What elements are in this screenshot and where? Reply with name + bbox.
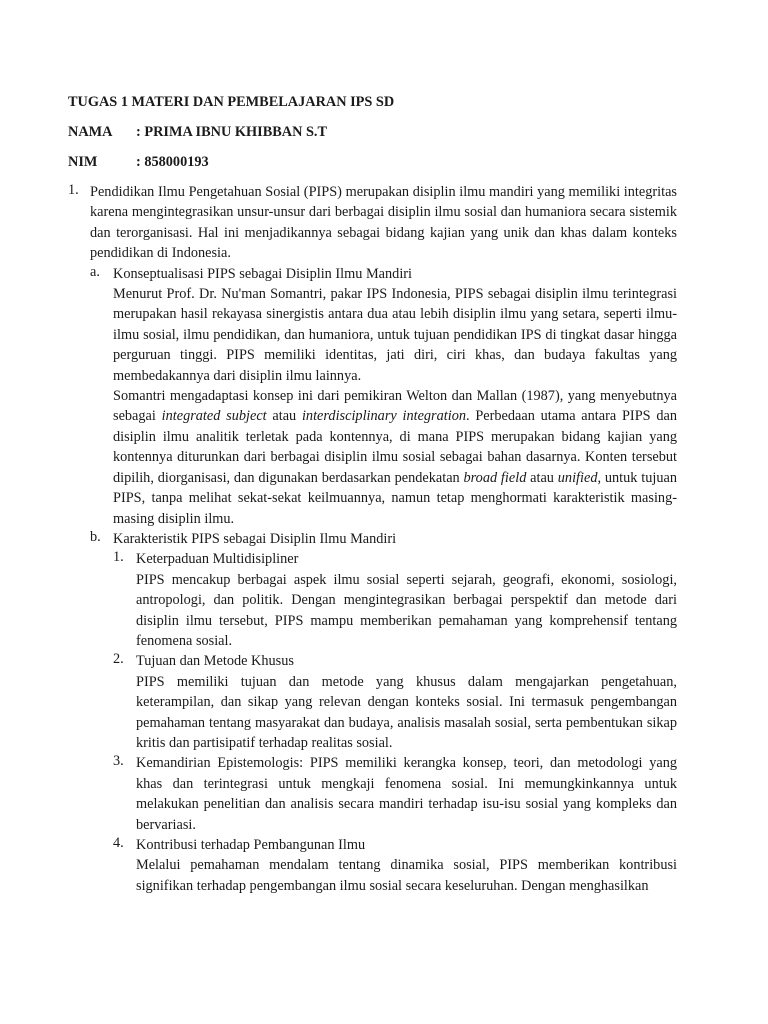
nim-label: NIM [68,154,98,170]
emphasis: interdisciplinary integration [301,408,467,425]
sub-item-letter: a. [90,263,100,280]
sub-item-heading: Karakteristik PIPS sebagai Disiplin Ilmu Mandiri [113,530,397,547]
point-heading: Tujuan dan Metode Khusus [136,653,294,670]
nim-row [68,152,677,172]
point-text: PIPS mencakup berbagai aspek ilmu sosial seperti sejarah, geografi, ekonomi, sosiologi, antropologi, dan politik. Dengan mengintegrasikan berbagai perspektif dan metode dari disiplin ilmu tersebut, PIPS mampu memberikan pemahaman yang komprehensif tentang fenomena sosial. [136,571,677,649]
name-value: : PRIMA IBNU KHIBBAN S.T [136,124,328,140]
point-3 [68,753,677,835]
sub-item-letter: b. [90,528,101,545]
point-heading: Kontribusi terhadap Pembangunan Ilmu [136,837,366,853]
list-number: 1. [68,182,79,198]
point-number: 2. [113,651,124,668]
sub-item-a-body [68,284,677,529]
document-title: TUGAS 1 MATERI DAN PEMBELAJARAN IPS SD [68,94,395,110]
paragraph: Somantri mengadaptasi konsep ini dari pemikiran Welton dan Mallan (1987), yang menyebutnya sebagai integrated subject atau interdisciplinary integration. Perbedaan utama antara PIPS dan disiplin ilmu analitik terletak pada kontennya, di mana PIPS merupakan bidang kajian yang kontennya diturunkan dari berbagai disiplin ilmu sosial sebagai bahan dasarnya. Konten tersebut dipilih, diorganisasi, dan digunakan berdasarkan pendekatan broad field atau unified, untuk tujuan PIPS, tanpa melihat sekat-sekat keilmuannya, namun tetap menghormati karakteristik masing-masing disiplin ilmu. [113,388,677,527]
point-2 [68,651,677,753]
sub-item-heading: Konseptualisasi PIPS sebagai Disiplin Ilmu Mandiri [113,265,413,282]
point-heading: Keterpaduan Multidisipliner [136,551,299,568]
emphasis: broad field [463,469,527,486]
point-text: Melalui pemahaman mendalam tentang dinamika sosial, PIPS memberikan kontribusi signifikan terhadap pengembangan ilmu sosial secara keseluruhan. Dengan menghasilkan [136,857,677,894]
emphasis: integrated subject [161,408,267,425]
point-text: Kemandirian Epistemologis: PIPS memiliki kerangka konsep, teori, dan metodologi yang khas dan terintegrasi untuk mengkaji fenomena sosial. Ini memungkinkannya untuk melakukan penelitian dan analisis secara mandiri terhadap isu-isu sosial yang kompleks dan bervariasi. [136,755,677,833]
point-1 [68,549,677,651]
name-label: NAMA [68,124,113,140]
intro-paragraph: Pendidikan Ilmu Pengetahuan Sosial (PIPS) merupakan disiplin ilmu mandiri yang memiliki integritas karena mengintegrasikan unsur-unsur dari berbagai disiplin ilmu sosial dan humaniora secara sistemik dan terorganisasi. Hal ini menjadikannya sebagai bidang kajian yang unik dan khas dalam konteks pendidikan di Indonesia. [90,184,677,262]
list-item-1 [68,182,677,264]
paragraph: Menurut Prof. Dr. Nu'man Somantri, pakar IPS Indonesia, PIPS sebagai disiplin ilmu terintegrasi merupakan hasil rekayasa sinergistis antara dua atau lebih disiplin ilmu yang setara, seperti ilmu-ilmu sosial, ilmu pendidikan, dan humaniora, untuk tujuan pendidikan IPS di tingkat dasar hingga perguruan tinggi. PIPS memiliki identitas, jati diri, ciri khas, dan budaya fakultas yang membedakannya dari disiplin ilmu lainnya. [113,286,677,384]
point-4 [68,835,677,896]
sub-item-a [68,264,677,284]
point-number: 1. [113,549,124,566]
emphasis: unified [557,469,598,486]
document-page [68,92,677,896]
name-row [68,122,677,142]
point-number: 4. [113,835,124,851]
point-text: PIPS memiliki tujuan dan metode yang khusus dalam mengajarkan pengetahuan, keterampilan, dan sikap yang relevan dengan konteks sosial. Ini termasuk pengembangan pemahaman tentang masyarakat dan budaya, analisis masalah sosial, serta pembentukan sikap kritis dan partisipatif terhadap realitas sosial. [136,673,677,751]
sub-item-b [68,529,677,549]
nim-value: : 858000193 [136,154,209,170]
point-number: 3. [113,753,124,770]
